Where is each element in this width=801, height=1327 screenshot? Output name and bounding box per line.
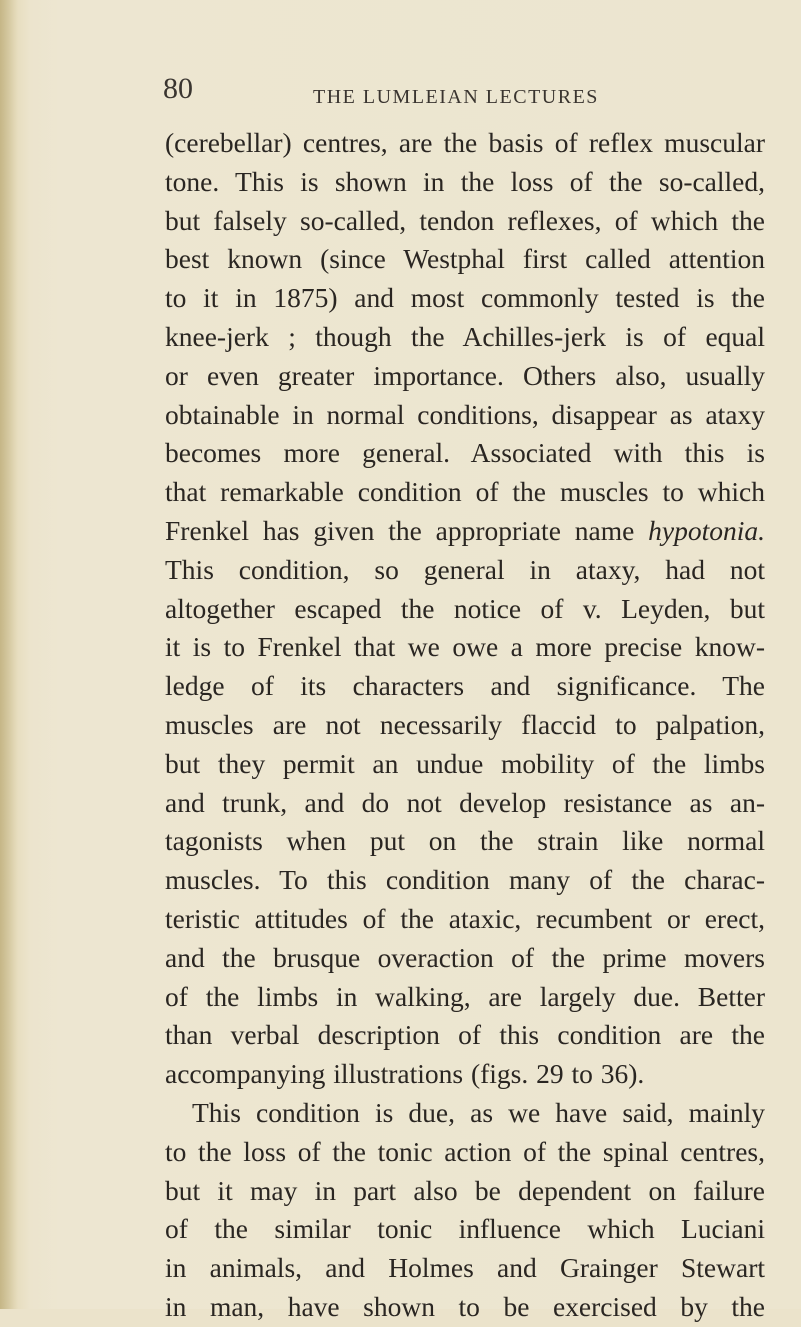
text-line: accompanying illustrations (figs. 29 to 36). (165, 1058, 645, 1090)
italic-term: hypotonia. (648, 514, 766, 546)
text-line: best known (since Westphal first called attention (165, 243, 765, 275)
text-line: in animals, and Holmes and Grainger Stewart (165, 1252, 765, 1284)
text-line: altogether escaped the notice of v. Leyden, but (165, 592, 765, 624)
text-line: but falsely so-called, tendon reflexes, of which the (165, 204, 765, 236)
body-text (165, 124, 765, 1327)
text-line: to it in 1875) and most commonly tested is the (165, 282, 765, 314)
text-line: tone. This is shown in the loss of the so-called, (165, 165, 765, 197)
text-line: (cerebellar) centres, are the basis of reflex muscular (165, 127, 765, 158)
text-line: muscles are not necessarily flaccid to palpation, (165, 708, 765, 740)
text-line: than verbal description of this condition are the (165, 1019, 765, 1051)
text-line: This condition is due, as we have said, mainly (192, 1096, 765, 1128)
text-line: knee-jerk ; though the Achilles-jerk is of equal (165, 320, 765, 352)
text-line: to the loss of the tonic action of the spinal centres, (165, 1135, 765, 1167)
text-line: of the similar tonic influence which Luciani (165, 1213, 765, 1245)
text-line: This condition, so general in ataxy, had not (165, 553, 765, 585)
text-line: tagonists when put on the strain like normal (165, 825, 765, 857)
text-line (165, 512, 765, 551)
text-line: of the limbs in walking, are largely due. Better (165, 980, 765, 1012)
text-line: it is to Frenkel that we owe a more precise know- (165, 631, 765, 663)
spine-shadow (0, 0, 18, 1309)
text-line: muscles. To this condition many of the charac- (165, 864, 765, 896)
text-line: or even greater importance. Others also, usually (165, 359, 765, 391)
text-line: teristic attitudes of the ataxic, recumbent or erect, (165, 902, 765, 934)
text-line: but they permit an undue mobility of the limbs (165, 747, 765, 779)
text-line: and trunk, and do not develop resistance as an- (165, 786, 765, 818)
text-line: and the brusque overaction of the prime movers (165, 941, 765, 973)
page-number: 80 (163, 72, 193, 105)
text-line: obtainable in normal conditions, disappear as ataxy (165, 398, 765, 430)
text-line: ledge of its characters and significance. The (165, 670, 765, 702)
text-line: but it may in part also be dependent on failure (165, 1174, 765, 1206)
text-line: in man, have shown to be exercised by the (165, 1290, 765, 1322)
text-line: that remarkable condition of the muscles to which (165, 476, 765, 508)
text-line-part: Frenkel has given the appropriate name (165, 514, 635, 546)
text-line: becomes more general. Associated with this is (165, 437, 765, 469)
running-head: THE LUMLEIAN LECTURES (313, 86, 599, 108)
